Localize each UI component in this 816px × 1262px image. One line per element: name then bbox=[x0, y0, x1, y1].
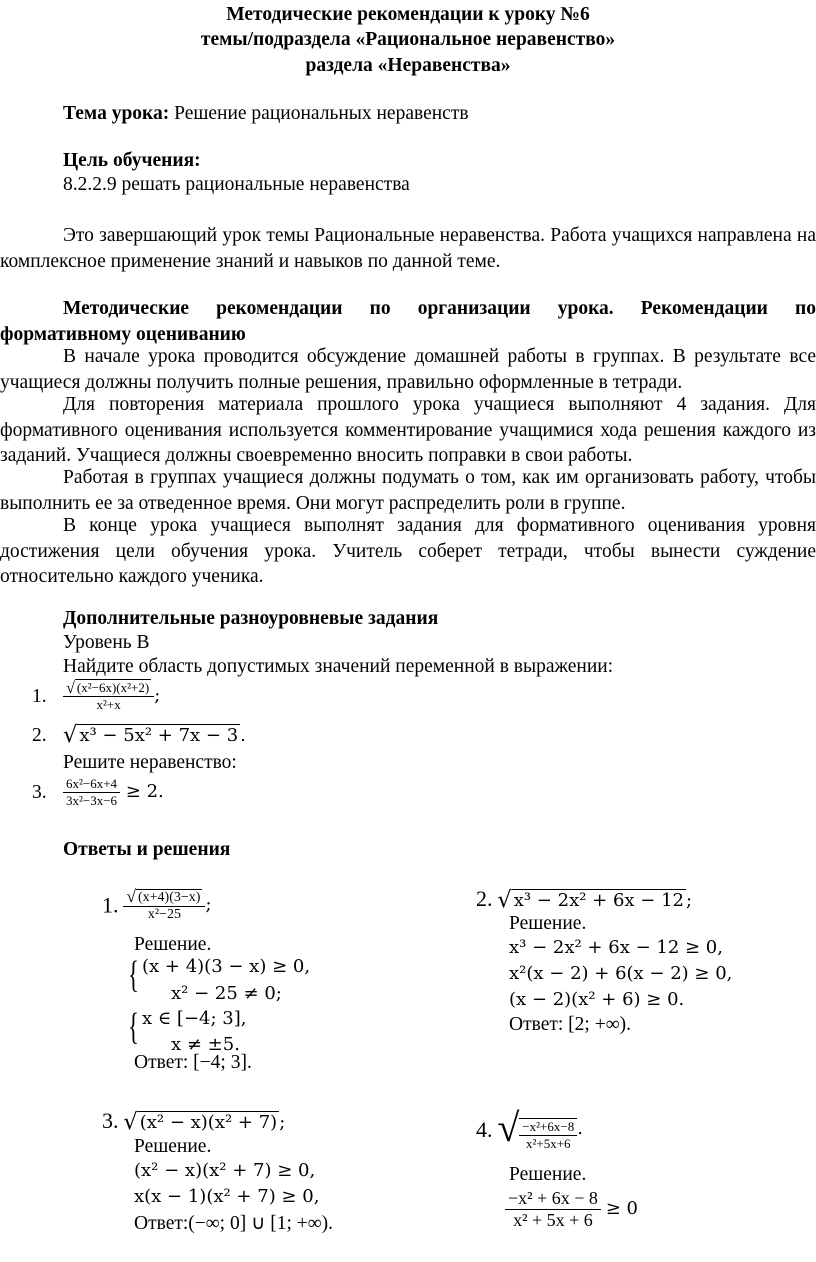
extra-heading: Дополнительные разноуровневые задания bbox=[63, 608, 439, 629]
answer-3-expression: 3. √ (x² − x)(x² + 7) ; bbox=[102, 1108, 286, 1136]
task-tail: . bbox=[240, 724, 246, 746]
radicand: (x²−6x)(x²+2) bbox=[76, 680, 150, 696]
answer-4-expression: 4. √ $\frac{\text{−x²+6x−8}}{\text{x²+5x+6}}$ . bbox=[476, 1105, 583, 1151]
topic bbox=[63, 103, 469, 125]
answer-2-step-2: x²(x − 2) + 6(x − 2) ≥ 0, bbox=[509, 963, 733, 984]
answer-number: 3. bbox=[102, 1108, 119, 1133]
extra-instruction: Найдите область допустимых значений переменной в выражении: bbox=[63, 656, 614, 677]
task-tail: ; bbox=[154, 685, 161, 707]
topic-label: Тема урока: bbox=[63, 103, 170, 124]
fraction: $\frac{\text{√ (x²−6x)(x²+2)}}{\text{x²+x}}$ bbox=[63, 680, 154, 713]
step-tail: ≥ 0 bbox=[605, 1197, 638, 1219]
task-number: 2. bbox=[32, 724, 47, 746]
answer-4-step bbox=[505, 1188, 638, 1231]
fraction: $\frac{√ (x+4)(3-x)}{\text{x²−25}}$ bbox=[123, 888, 205, 923]
answers-heading: Ответы и решения bbox=[63, 839, 231, 860]
intro-paragraph: Это завершающий урок темы Рациональные неравенства. Работа учащихся направлена на комплексное применение знаний и навыков по данной теме. bbox=[0, 225, 816, 272]
extra-task-1 bbox=[32, 680, 160, 713]
task-tail: ≥ 2. bbox=[120, 780, 164, 802]
answer-2-solution-label: Решение. bbox=[509, 913, 587, 934]
fraction bbox=[505, 1188, 601, 1231]
answer-1-expression bbox=[102, 888, 212, 923]
extra-task-3 bbox=[32, 776, 164, 809]
denominator: 3x²−3x−6 bbox=[66, 793, 118, 808]
answer-1-result: Ответ: [−4; 3]. bbox=[134, 1052, 252, 1073]
method-heading: Методические рекомендации по организации урока. Рекомендации по формативному оцениванию bbox=[0, 298, 816, 345]
numerator: −x² + 6x − 8 bbox=[505, 1188, 601, 1210]
answer-tail: ; bbox=[686, 890, 693, 911]
answer-2-expression: 2. √ x³ − 2x² + 6x − 12 ; bbox=[476, 886, 693, 914]
system-line: x ∈ [−4; 3], bbox=[142, 1008, 247, 1029]
denominator: x²+5x+6 bbox=[526, 1135, 571, 1151]
brace-icon: { bbox=[128, 954, 139, 996]
header-line-3: раздела «Неравенства» bbox=[305, 55, 511, 76]
denominator: x²+x bbox=[96, 697, 121, 713]
numerator: 6x²−6x+4 bbox=[63, 776, 120, 793]
task-number: 1. bbox=[32, 685, 47, 707]
method-paragraph-4: В конце урока учащиеся выполнят задания для формативного оценивания уровня достижения цели обучения урока. Учитель соберет тетради, чтобы вынести суждение относительно каждого ученика. bbox=[0, 515, 816, 587]
radicand: (x² − x)(x² + 7) bbox=[139, 1112, 278, 1133]
extra-level: Уровень В bbox=[63, 632, 150, 653]
goal-label: Цель обучения: bbox=[63, 150, 201, 171]
header-line-2: темы/подраздела «Рациональное неравенство» bbox=[200, 29, 616, 50]
answer-4-solution-label: Решение. bbox=[509, 1164, 587, 1185]
radicand: (x+4)(3−x) bbox=[137, 890, 201, 906]
method-paragraph-2: Для повторения материала прошлого урока учащиеся выполняют 4 задания. Для формативного оценивания используется комментирование учащимися хода решения каждого из заданий. Учащиеся должны своевременно вносить поправки в свои работы. bbox=[0, 394, 816, 466]
task-number: 3. bbox=[32, 781, 47, 803]
topic-value: Решение рациональных неравенств bbox=[169, 103, 469, 124]
answer-3-result: Ответ:(−∞; 0] ∪ [1; +∞). bbox=[134, 1213, 334, 1234]
answer-2-step-3: (x − 2)(x² + 6) ≥ 0. bbox=[509, 989, 685, 1010]
denominator: x² + 5x + 6 bbox=[513, 1210, 593, 1230]
numerator: −x²+6x−8 bbox=[519, 1119, 577, 1136]
answer-number: 1. bbox=[102, 892, 119, 918]
fraction bbox=[519, 1118, 577, 1152]
answer-tail: ; bbox=[279, 1112, 286, 1133]
extra-task-2: 2. √ x³ − 5x² + 7x − 3 . bbox=[32, 722, 246, 748]
answer-1-solution-label: Решение. bbox=[134, 934, 212, 955]
answer-tail: . bbox=[577, 1118, 583, 1140]
method-paragraph-1: В начале урока проводится обсуждение домашней работы в группах. В результате все учащиеся должны получить полные решения, правильно оформленные в тетради. bbox=[0, 346, 816, 393]
radicand: x³ − 5x² + 7x − 3 bbox=[79, 724, 239, 746]
fraction bbox=[63, 776, 120, 809]
system-line: x ≠ ±5. bbox=[171, 1034, 240, 1055]
method-paragraph-3: Работая в группах учащиеся должны подумать о том, как им организовать работу, чтобы выполнить ее за отведенное время. Они могут распределить роли в группе. bbox=[0, 467, 816, 514]
denominator: x²−25 bbox=[147, 907, 181, 923]
answer-3-step-1: (x² − x)(x² + 7) ≥ 0, bbox=[134, 1160, 316, 1181]
answer-3-solution-label: Решение. bbox=[134, 1136, 212, 1157]
answer-number: 2. bbox=[476, 886, 493, 911]
answer-2-step-1: x³ − 2x² + 6x − 12 ≥ 0, bbox=[509, 937, 723, 958]
answer-2-result: Ответ: [2; +∞). bbox=[509, 1014, 631, 1035]
system-line: (x + 4)(3 − x) ≥ 0, bbox=[142, 956, 311, 977]
answer-number: 4. bbox=[476, 1116, 493, 1142]
extra-solve: Решите неравенство: bbox=[63, 752, 237, 773]
brace-icon: { bbox=[128, 1006, 139, 1048]
answer-3-step-2: x(x − 1)(x² + 7) ≥ 0, bbox=[134, 1186, 320, 1207]
header-line-1: Методические рекомендации к уроку №6 bbox=[226, 4, 590, 25]
goal-value: 8.2.2.9 решать рациональные неравенства bbox=[63, 174, 410, 195]
system-line: x² − 25 ≠ 0; bbox=[171, 983, 282, 1004]
answer-tail: ; bbox=[205, 894, 212, 916]
radicand: x³ − 2x² + 6x − 12 bbox=[513, 890, 684, 911]
